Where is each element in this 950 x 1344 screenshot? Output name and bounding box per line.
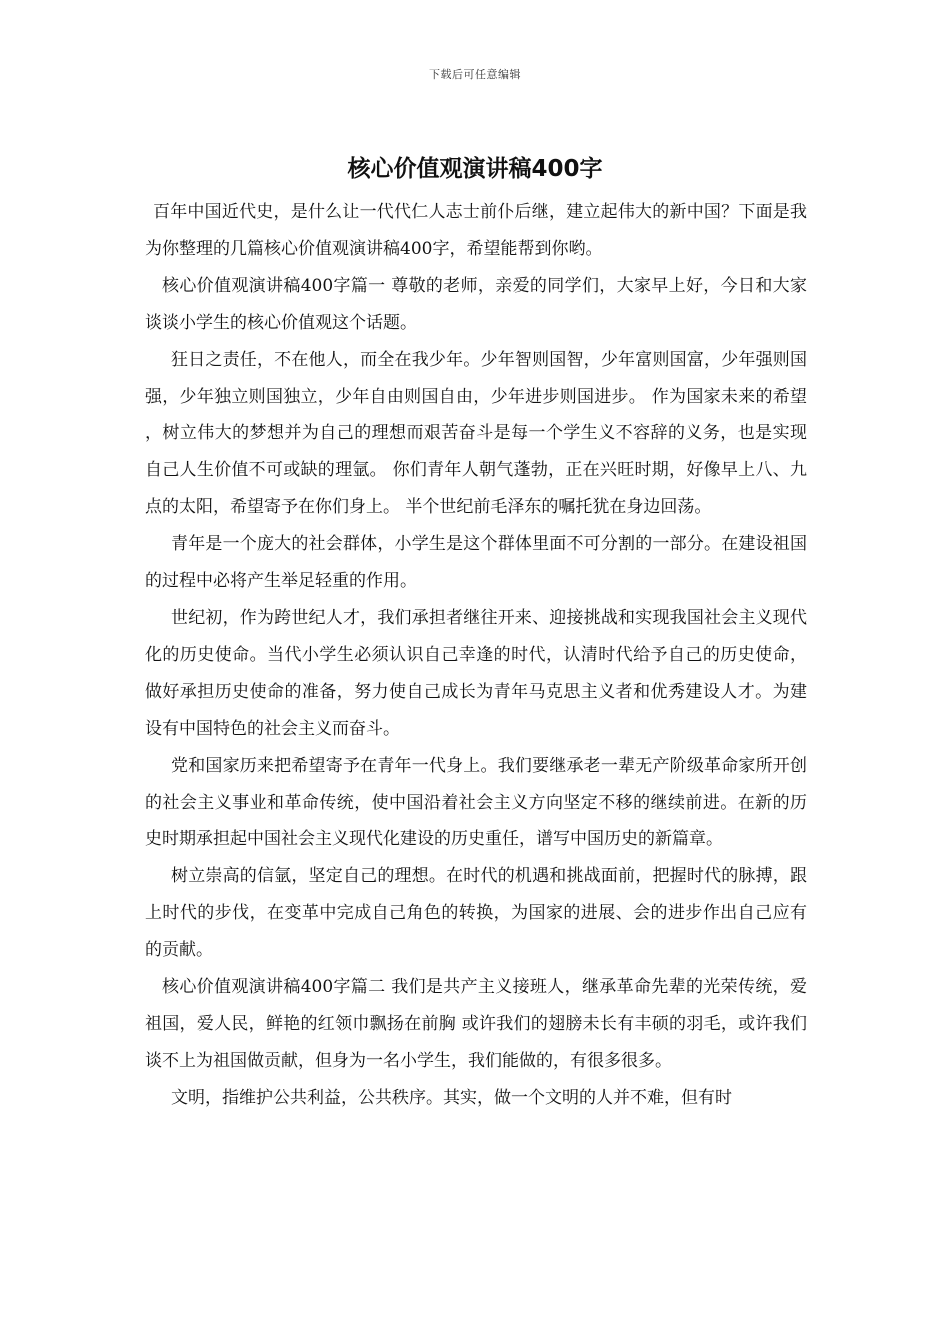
paragraph-civility: 文明，指维护公共利益，公共秩序。其实，做一个文明的人并不难，但有时: [171, 1087, 732, 1108]
paragraph-ideals: 树立崇高的信氩，坚定自己的理想。在时代的机遇和挑战面前，把握时代的脉搏，跟上时代的步伐，在变革中完成自己角色的转换，为国家的进展、会的进步作出自己应有的贡献。: [145, 866, 807, 961]
paragraph-youth-group: 青年是一个庞大的社会群体，小学生是这个群体里面不可分割的一部分。在建设祖国的过程中必将产生举足轻重的作用。: [145, 534, 807, 592]
page-title: 核心价值观演讲稿400字: [347, 156, 603, 182]
paragraph-responsibility: 狂日之责任，不在他人，而全在我少年。少年智则国智，少年富则国富，少年强则国强，少年独立则国独立，少年自由则国自由，少年进步则国进步。 作为国家未来的希望，树立伟大的梦想并为自己的理想而艰苦奋斗是每一个学生义不容辞的义务，也是实现自己人生价值不可或缺的理氩。 你们青年人朝气蓬勃，正在兴旺时期，好像早上八、九点的太阳，希望寄予在你们身上。 半个世纪前毛泽东的嘱托犹在身边回荡。: [145, 349, 807, 518]
paragraph-speech-two-heading: 核心价值观演讲稿400字篇二 我们是共产主义接班人，继承革命先辈的光荣传统，爱祖国，爱人民，鲜艳的红领巾飘扬在前胸 或许我们的翅膀未长有丰硕的羽毛，或许我们谈不上为祖国做贡献，但身为一名小学生，我们能做的，有很多很多。: [145, 977, 807, 1071]
paragraph-century-mission: 世纪初，作为跨世纪人才，我们承担者继往开来、迎接挑战和实现我国社会主义现代化的历史使命。当代小学生必须认识自己幸逢的时代，认清时代给予自己的历史使命，做好承担历史使命的准备，努力使自己成长为青年马克思主义者和优秀建设人才。为建设有中国特色的社会主义而奋斗。: [145, 607, 807, 739]
paragraph-speech-one-heading: 核心价值观演讲稿400字篇一 尊敬的老师，亲爱的同学们，大家早上好，今日和大家谈谈小学生的核心价值观这个话题。: [145, 275, 807, 333]
paragraph-party-hope: 党和国家历来把希望寄予在青年一代身上。我们要继承老一辈无产阶级革命家所开创的社会主义事业和革命传统，使中国沿着社会主义方向坚定不移的继续前进。在新的历史时期承担起中国社会主义现代化建设的历史重任，谱写中国历史的新篇章。: [145, 755, 807, 850]
document-body: [145, 194, 807, 1117]
header-note: 下载后可任意编辑: [429, 68, 521, 81]
paragraph-intro: 百年中国近代史，是什么让一代代仁人志士前仆后继，建立起伟大的新中国？下面是我为你整理的几篇核心价值观演讲稿400字，希望能帮到你哟。: [145, 202, 807, 259]
